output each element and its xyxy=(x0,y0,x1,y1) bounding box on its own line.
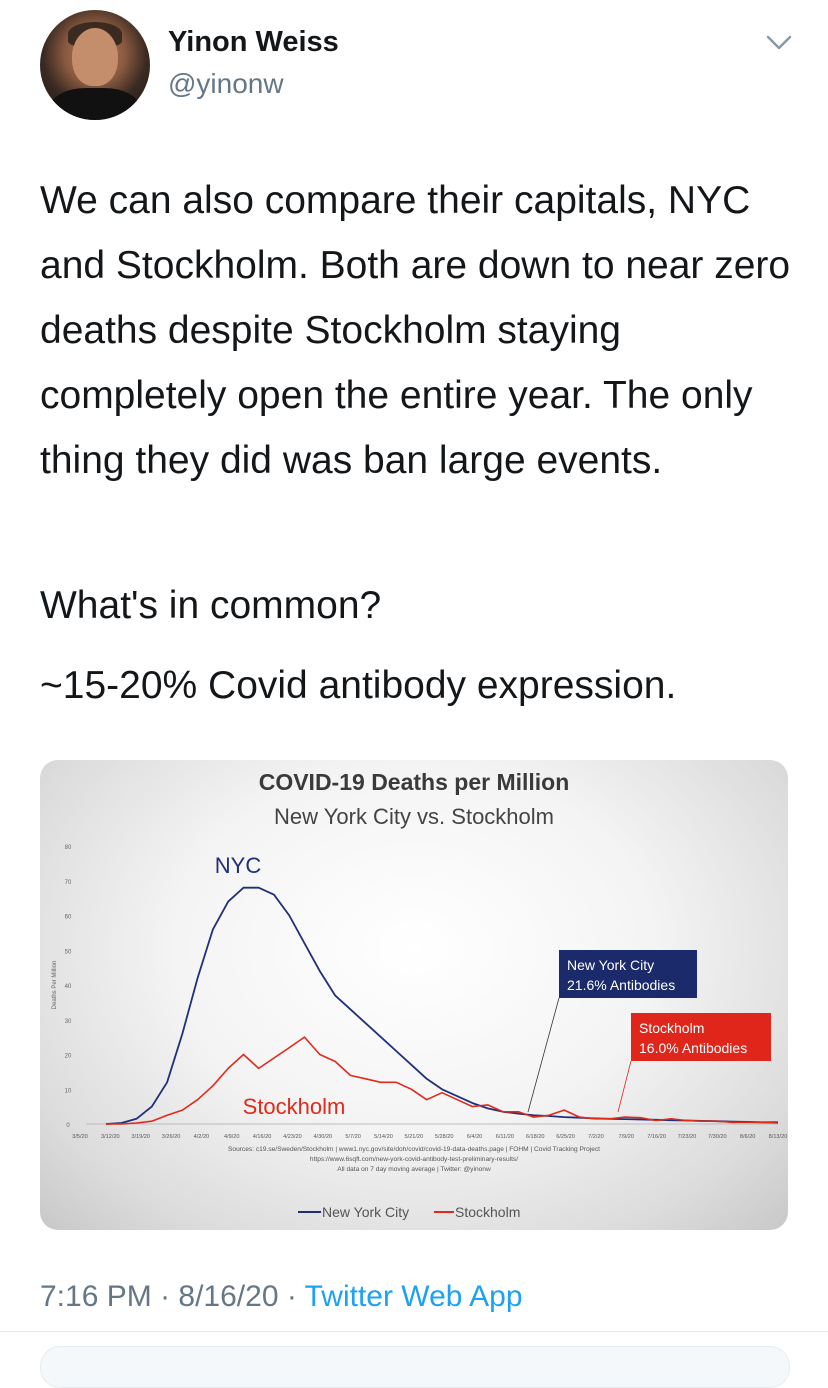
chevron-down-icon[interactable] xyxy=(766,34,792,52)
x-tick-label: 7/30/20 xyxy=(707,1134,727,1140)
legend-stockholm-label: Stockholm xyxy=(455,1204,521,1220)
nyc-callout-title: New York City xyxy=(567,957,655,973)
tweet-paragraph: ~15-20% Covid antibody expression. xyxy=(40,664,677,707)
separator: · xyxy=(278,1280,305,1313)
avatar[interactable] xyxy=(40,10,150,120)
x-tick-label: 4/30/20 xyxy=(313,1134,333,1140)
tweet-timestamp xyxy=(40,1280,523,1314)
nyc-series-label: NYC xyxy=(214,853,262,878)
x-tick-label: 4/9/20 xyxy=(223,1134,240,1140)
x-tick-label: 5/7/20 xyxy=(345,1134,361,1140)
chart-image-card[interactable] xyxy=(40,760,788,1230)
x-tick-label: 8/6/20 xyxy=(739,1134,756,1140)
y-tick-label: 50 xyxy=(64,949,72,956)
tweet-paragraph: What's in common? xyxy=(40,584,382,627)
x-tick-label: 4/23/20 xyxy=(283,1134,302,1140)
divider xyxy=(0,1331,828,1332)
x-tick-label: 3/26/20 xyxy=(161,1134,181,1140)
tweet-date[interactable]: 8/16/20 xyxy=(178,1280,279,1313)
reply-bar[interactable] xyxy=(40,1346,790,1388)
avatar-shirt xyxy=(50,88,140,120)
y-tick-label: 70 xyxy=(64,879,72,886)
chart-subtitle: New York City vs. Stockholm xyxy=(274,804,554,829)
nyc-series-line xyxy=(106,888,778,1124)
x-tick-label: 7/16/20 xyxy=(647,1134,666,1140)
y-tick-label: 60 xyxy=(64,914,72,921)
x-tick-label: 4/16/20 xyxy=(252,1134,272,1140)
stockholm-callout-value: 16.0% Antibodies xyxy=(639,1040,748,1056)
user-handle[interactable]: @yinonw xyxy=(168,68,284,99)
y-tick-label: 20 xyxy=(64,1053,72,1060)
y-tick-label: 10 xyxy=(64,1088,72,1095)
separator: · xyxy=(151,1280,179,1313)
x-tick-label: 5/28/20 xyxy=(434,1134,454,1140)
x-tick-label: 6/25/20 xyxy=(556,1134,575,1140)
source-app-link[interactable]: Twitter Web App xyxy=(304,1280,523,1313)
source-note: All data on 7 day moving average | Twitter: @yinonw xyxy=(337,1166,491,1173)
x-tick-label: 8/13/20 xyxy=(768,1134,788,1140)
x-tick-label: 6/4/20 xyxy=(466,1134,483,1140)
y-tick-label: 40 xyxy=(64,984,72,990)
x-tick-label: 4/2/20 xyxy=(193,1134,210,1140)
display-name[interactable]: Yinon Weiss xyxy=(168,26,339,58)
x-tick-label: 7/9/20 xyxy=(618,1134,635,1140)
tweet-time[interactable]: 7:16 PM xyxy=(40,1280,152,1313)
legend-nyc-label: New York City xyxy=(322,1204,410,1220)
chart-title: COVID-19 Deaths per Million xyxy=(258,769,570,795)
stockholm-callout-title: Stockholm xyxy=(639,1020,705,1036)
stockholm-callout-pointer xyxy=(618,1061,631,1112)
x-tick-label: 3/12/20 xyxy=(101,1134,120,1140)
nyc-callout-pointer xyxy=(528,998,559,1112)
source-note: Sources: c19.se/Sweden/Stockholm | www1.nyc.gov/site/doh/covid/covid-19-data-deaths.page | FOHM | Covid Tracking Project xyxy=(228,1146,600,1153)
y-tick-label: 30 xyxy=(64,1018,72,1025)
nyc-callout-value: 21.6% Antibodies xyxy=(567,977,676,993)
x-tick-label: 5/14/20 xyxy=(374,1134,393,1140)
y-tick-label: 80 xyxy=(64,845,72,851)
tweet-text xyxy=(40,168,800,493)
covid-deaths-chart xyxy=(40,760,788,1230)
y-axis-label: Deaths Per Million xyxy=(52,960,58,1010)
stockholm-series-label: Stockholm xyxy=(242,1094,346,1119)
y-tick-label: 0 xyxy=(66,1123,70,1129)
x-tick-label: 3/5/20 xyxy=(72,1134,88,1140)
x-tick-label: 6/18/20 xyxy=(525,1134,545,1140)
tweet-paragraph: We can also compare their capitals, NYC and Stockholm. Both are down to near zero deaths despite Stockholm staying completely open the entire year. The only thing they did was ban large events. xyxy=(40,179,791,482)
source-note: https://www.6sqft.com/new-york-covid-antibody-test-preliminary-results/ xyxy=(309,1156,519,1163)
x-tick-label: 6/11/20 xyxy=(495,1134,514,1140)
x-tick-label: 7/23/20 xyxy=(677,1134,697,1140)
x-tick-label: 3/19/20 xyxy=(131,1134,151,1140)
avatar-face xyxy=(72,28,118,86)
x-tick-label: 5/21/20 xyxy=(404,1134,424,1140)
x-tick-label: 7/2/20 xyxy=(588,1134,604,1140)
